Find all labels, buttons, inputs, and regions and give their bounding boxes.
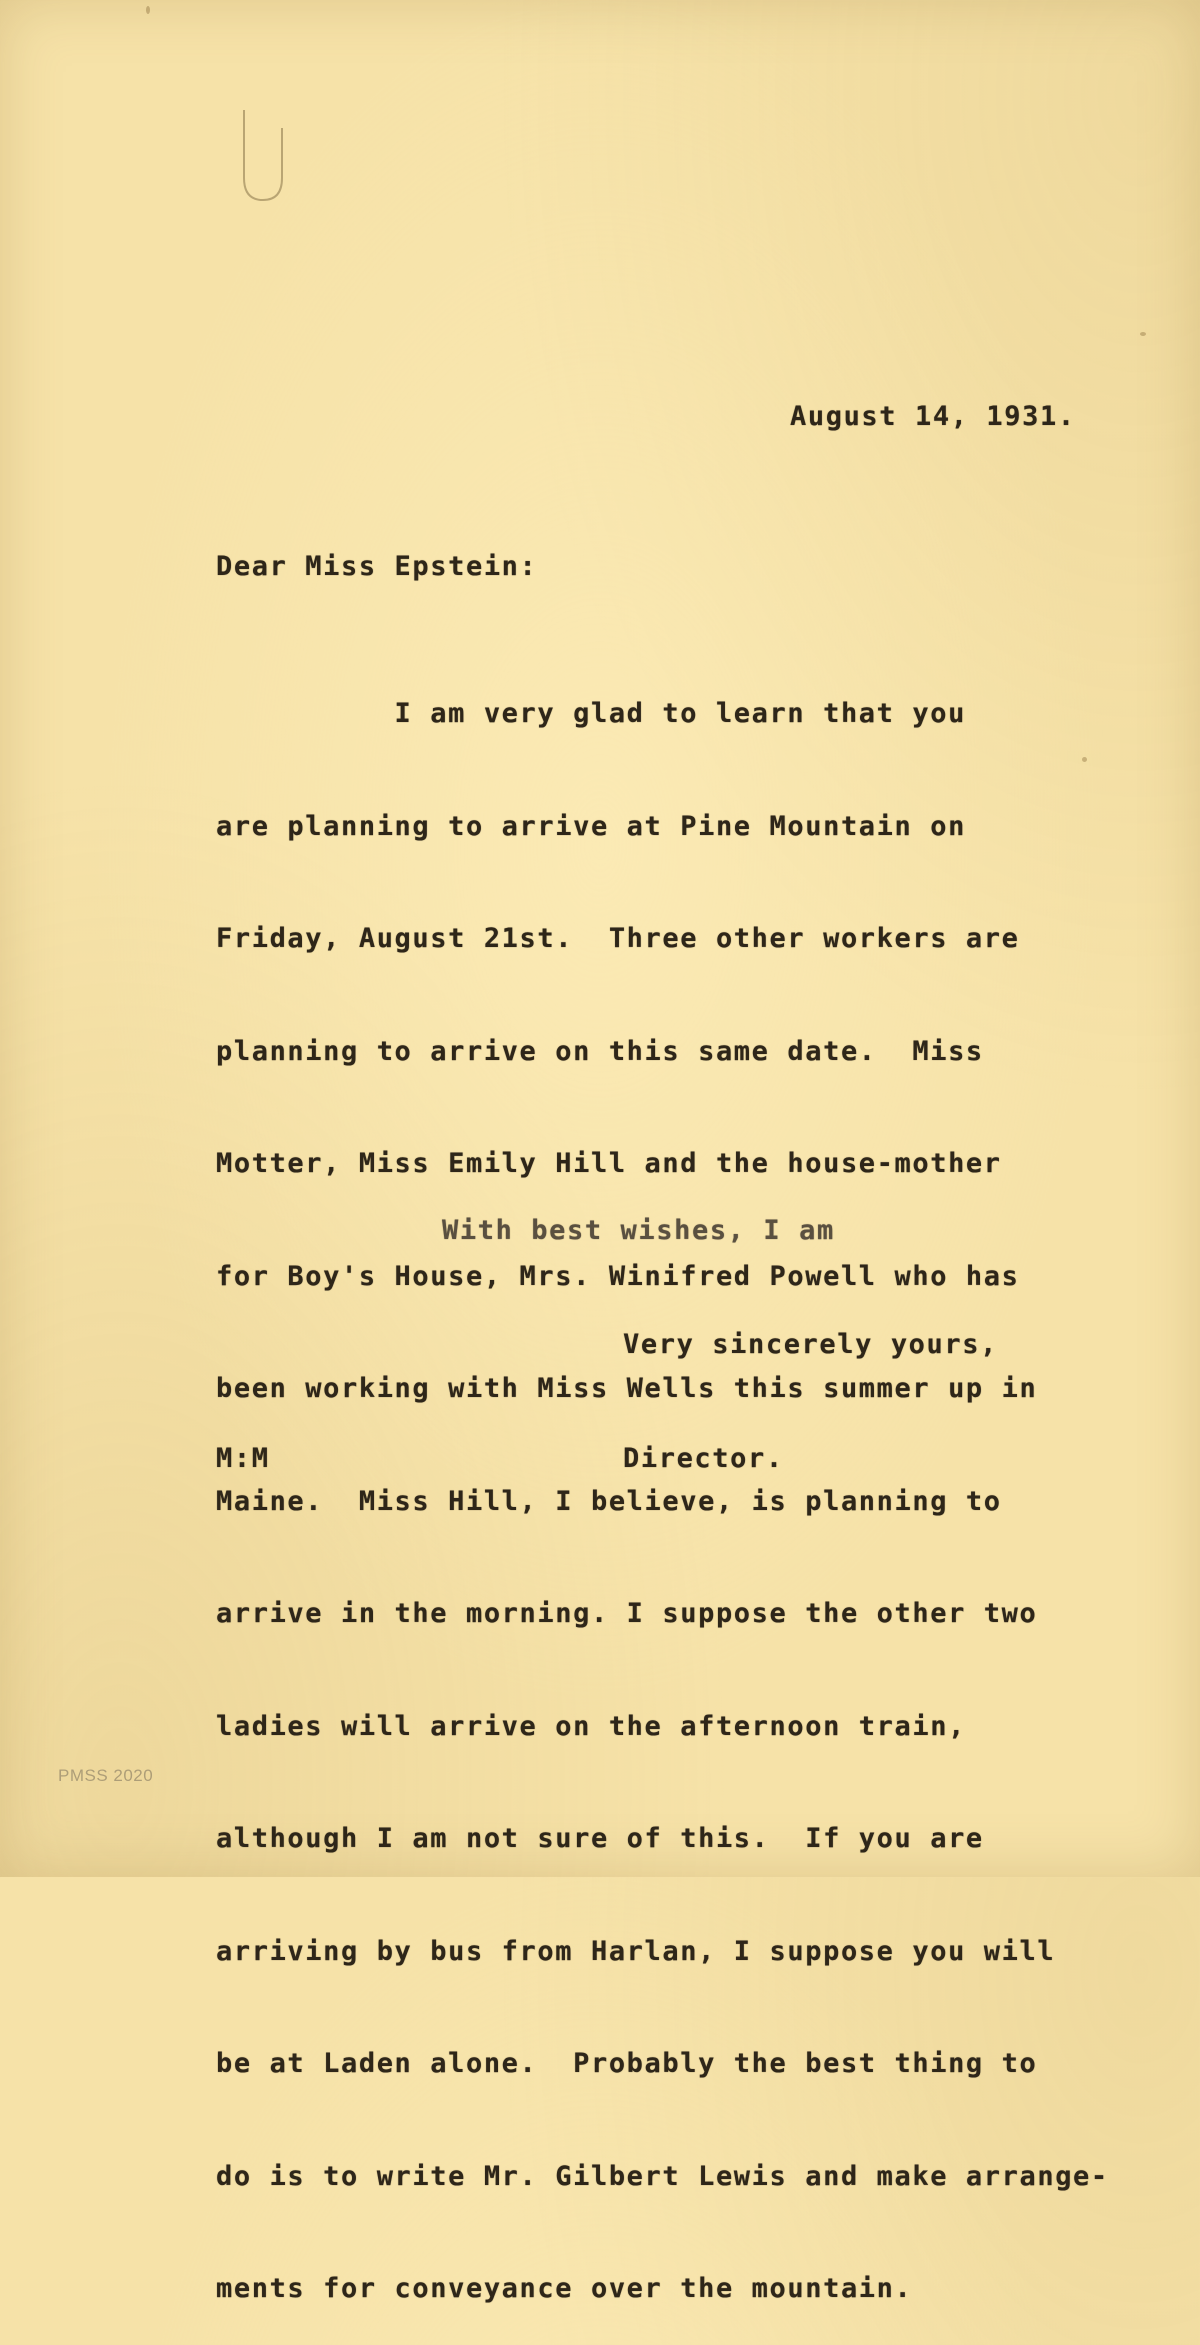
body-line: arriving by bus from Harlan, I suppose you will: [216, 1935, 1056, 1967]
paperclip-impression: [238, 108, 288, 204]
body-line: for Boy's House, Mrs. Winifred Powell who has: [216, 1260, 1020, 1292]
letter-body: [216, 620, 1109, 2345]
paper-speck: [146, 6, 150, 14]
body-line: been working with Miss Wells this summer up in: [216, 1373, 1038, 1404]
body-line: be at Laden alone. Probably the best thing to: [216, 2048, 1038, 2079]
body-line: Friday, August 21st. Three other workers are: [216, 923, 1020, 954]
letter-date: August 14, 1931.: [790, 401, 1076, 432]
body-line: Motter, Miss Emily Hill and the house-mother: [216, 1148, 1002, 1179]
body-line: Maine. Miss Hill, I believe, is planning to: [216, 1485, 1002, 1517]
body-line: ments for conveyance over the mountain.: [216, 2273, 913, 2304]
body-line: I am very glad to learn that you: [216, 698, 966, 729]
body-line: ladies will arrive on the afternoon train,: [216, 1710, 966, 1742]
body-line: although I am not sure of this. If you are: [216, 1823, 984, 1854]
letter-initials: M:M: [216, 1443, 270, 1474]
body-line: arrive in the morning. I suppose the other two: [216, 1598, 1038, 1629]
paper-speck: [1140, 332, 1146, 336]
letter-closing-wishes: With best wishes, I am: [442, 1215, 835, 1246]
letter-signer-title: Director.: [623, 1443, 784, 1474]
archive-watermark: PMSS 2020: [58, 1766, 154, 1785]
letter-complimentary-close: Very sincerely yours,: [623, 1329, 998, 1360]
letter-salutation: Dear Miss Epstein:: [216, 551, 538, 582]
body-line: planning to arrive on this same date. Miss: [216, 1035, 984, 1067]
body-line: do is to write Mr. Gilbert Lewis and make arrange-: [216, 2160, 1109, 2192]
body-line: are planning to arrive at Pine Mountain on: [216, 810, 966, 842]
